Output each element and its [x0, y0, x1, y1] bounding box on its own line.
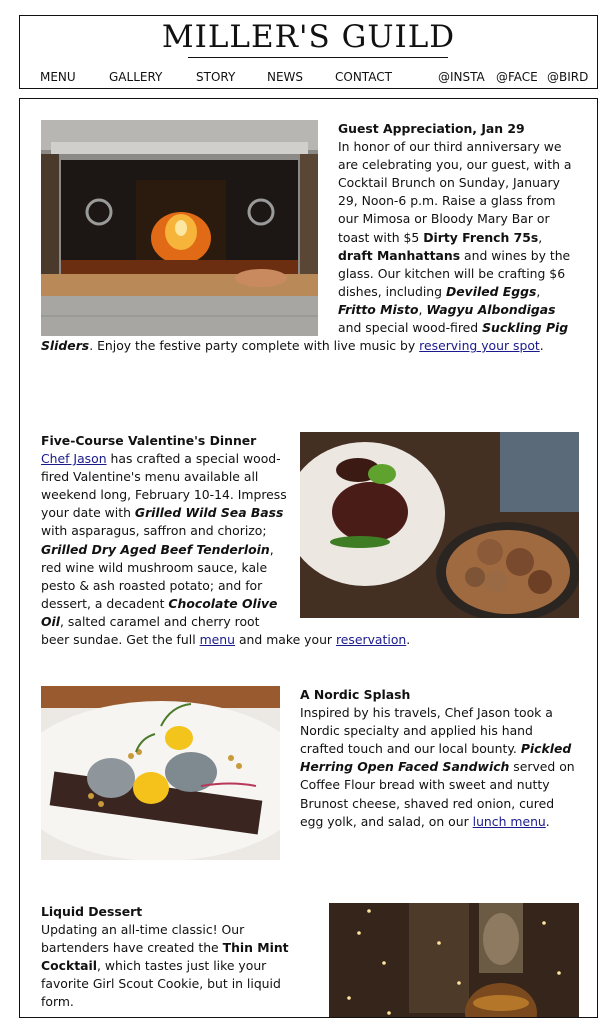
emphasis-text: Fritto Misto	[338, 301, 419, 317]
nav-contact[interactable]: CONTACT	[335, 70, 392, 84]
nav-facebook-link[interactable]: @FACE	[496, 70, 538, 84]
logo-divider	[188, 57, 448, 58]
emphasis-text: Grilled Dry Aged Beef Tenderloin	[41, 541, 270, 557]
news-post	[41, 903, 579, 1018]
post-title: Guest Appreciation, Jan 29	[338, 121, 525, 136]
emphasis-text: Dirty French 75s	[423, 229, 539, 245]
body-text: ,	[536, 283, 541, 299]
body-text: ,	[418, 301, 427, 317]
body-text: .	[406, 632, 411, 648]
news-post	[41, 686, 579, 860]
nav-twitter-link[interactable]: @BIRD	[547, 70, 589, 84]
news-post	[41, 120, 579, 355]
emphasis-text: draft Manhattans	[338, 247, 461, 263]
body-text: . Enjoy the festive party complete with live music by	[89, 338, 420, 354]
inline-link[interactable]: reserving your spot	[419, 338, 540, 354]
body-text: and make your	[235, 632, 336, 648]
body-text: Updating an all-time classic! Our bartenders have created the	[41, 922, 245, 956]
inline-link[interactable]: menu	[199, 632, 236, 648]
nav-menu[interactable]: MENU	[40, 70, 76, 84]
brand-logo[interactable]: MILLER'S GUILD	[161, 19, 456, 55]
emphasis-text: Pickled Herring Open Faced Sandwich	[300, 741, 572, 775]
body-text: and special wood-fired	[338, 320, 483, 336]
pickled-herring-image	[41, 686, 280, 860]
nav-news[interactable]: NEWS	[267, 70, 304, 84]
inline-link[interactable]: Chef Jason	[41, 451, 107, 467]
wood-fire-grill-image	[41, 120, 318, 336]
inline-link[interactable]: lunch menu	[472, 813, 546, 829]
nav-instagram-link[interactable]: @INSTA	[438, 70, 485, 84]
site-header	[19, 15, 598, 89]
news-post	[41, 432, 579, 649]
emphasis-text: Grilled Wild Sea Bass	[134, 505, 284, 521]
body-text: has crafted a special wood-fired Valentine's menu available all weekend long, February 10-14. Impress your date with	[41, 451, 287, 521]
body-text: , which tastes just like your favorite Girl Scout Cookie, but in liquid form.	[41, 958, 281, 1010]
post-title: A Nordic Splash	[300, 687, 411, 702]
emphasis-text: Deviled Eggs	[445, 283, 537, 299]
body-text: , salted caramel and cherry root beer sundae. Get the full	[41, 613, 260, 648]
news-feed	[19, 98, 598, 1018]
thin-mint-cocktail-image	[329, 903, 579, 1018]
body-text: , red wine wild mushroom sauce, kale pesto & ash roasted potato; and for dessert, a decadent	[41, 541, 274, 611]
body-text: Inspired by his travels, Chef Jason took a Nordic specialty and applied his hand crafted touch and our local bounty.	[300, 705, 553, 757]
body-text: with asparagus, saffron and chorizo;	[41, 523, 267, 539]
emphasis-text: Wagyu Albondigas	[426, 301, 556, 317]
valentine-dinner-image	[300, 432, 579, 618]
body-text: and wines by the glass. Our kitchen will be crafting $6 dishes, including	[338, 247, 571, 299]
inline-link[interactable]: reservation	[335, 632, 407, 648]
emphasis-text: Thin Mint Cocktail	[41, 940, 289, 974]
post-title: Five-Course Valentine's Dinner	[41, 433, 257, 448]
nav-gallery[interactable]: GALLERY	[109, 70, 163, 84]
emphasis-text: Suckling Pig Sliders	[41, 320, 569, 354]
nav-story[interactable]: STORY	[196, 70, 236, 84]
body-text: In honor of our third anniversary we are celebrating you, our guest, with a Cocktail Brunch on Sunday, January 29, Noon-6 p.m. Raise a glass from our Mimosa or Bloody Mary Bar or toast with $5	[338, 139, 572, 245]
body-text: .	[545, 813, 550, 829]
post-title: Liquid Dessert	[41, 904, 143, 919]
body-text: served on Coffee Flour bread with sweet and nutty Brunost cheese, shaved red onion, cured egg yolk, and salad, on our	[300, 759, 575, 829]
body-text: .	[539, 338, 544, 354]
body-text: ,	[538, 229, 543, 245]
emphasis-text: Chocolate Olive Oil	[41, 595, 278, 629]
